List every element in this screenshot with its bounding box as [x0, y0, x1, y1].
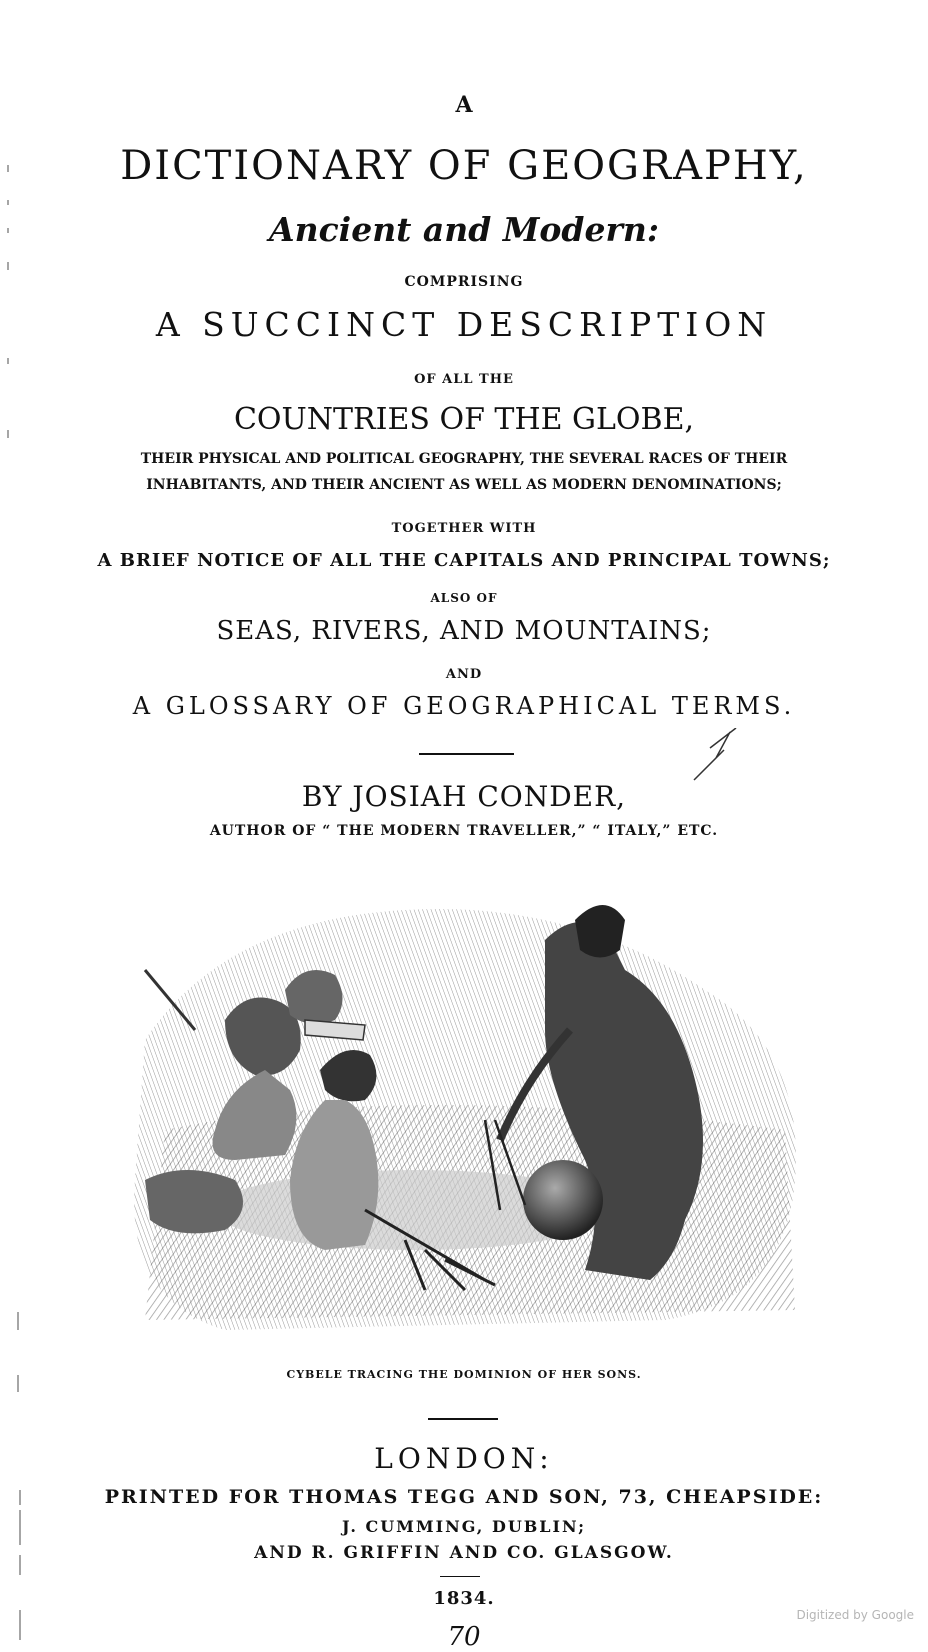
divider-rule-2	[428, 1418, 498, 1420]
divider-rule-3	[440, 1576, 480, 1577]
illustration-caption: CYBELE TRACING THE DOMINION OF HER SONS.	[286, 1368, 642, 1381]
binding-margin-marks-icon	[0, 0, 30, 1642]
imprint-dublin: J. CUMMING, DUBLIN;	[342, 1517, 586, 1536]
digitized-by-google-watermark: Digitized by Google	[796, 1608, 914, 1622]
pencil-mark-icon	[690, 728, 750, 782]
divider-rule	[419, 753, 514, 755]
glossary-line: A GLOSSARY OF GEOGRAPHICAL TERMS.	[132, 692, 796, 720]
engraving-cybele-icon	[105, 880, 823, 1350]
title-article: A	[455, 92, 473, 118]
of-all-the-label: OF ALL THE	[414, 372, 514, 387]
comprising-label: COMPRISING	[404, 274, 524, 290]
imprint-printer: PRINTED FOR THOMAS TEGG AND SON, 73, CHEAPSIDE:	[104, 1486, 824, 1508]
physical-line-1: THEIR PHYSICAL AND POLITICAL GEOGRAPHY, THE SEVERAL RACES OF THEIR	[140, 451, 788, 467]
shelf-mark: 70	[447, 1622, 481, 1652]
and-label: AND	[445, 667, 483, 682]
physical-line-2: INHABITANTS, AND THEIR ANCIENT AS WELL AS MODERN DENOMINATIONS;	[146, 477, 782, 493]
succinct-description-line: A SUCCINCT DESCRIPTION	[155, 305, 773, 344]
publication-year: 1834.	[433, 1588, 495, 1609]
seas-line: SEAS, RIVERS, AND MOUNTAINS;	[216, 616, 712, 646]
imprint-glasgow: AND R. GRIFFIN AND CO. GLASGOW.	[254, 1543, 674, 1563]
together-with-label: TOGETHER WITH	[391, 521, 537, 536]
also-of-label: ALSO OF	[430, 591, 498, 605]
imprint-city: LONDON:	[374, 1442, 554, 1475]
author-byline: BY JOSIAH CONDER,	[301, 780, 627, 813]
brief-notice-line: A BRIEF NOTICE OF ALL THE CAPITALS AND PRINCIPAL TOWNS;	[97, 550, 831, 571]
book-title: DICTIONARY OF GEOGRAPHY,	[120, 143, 808, 189]
book-subtitle: Ancient and Modern:	[268, 210, 660, 249]
countries-line: COUNTRIES OF THE GLOBE,	[233, 402, 695, 437]
author-credits: AUTHOR OF “ THE MODERN TRAVELLER,” “ ITALY,” ETC.	[209, 823, 719, 839]
